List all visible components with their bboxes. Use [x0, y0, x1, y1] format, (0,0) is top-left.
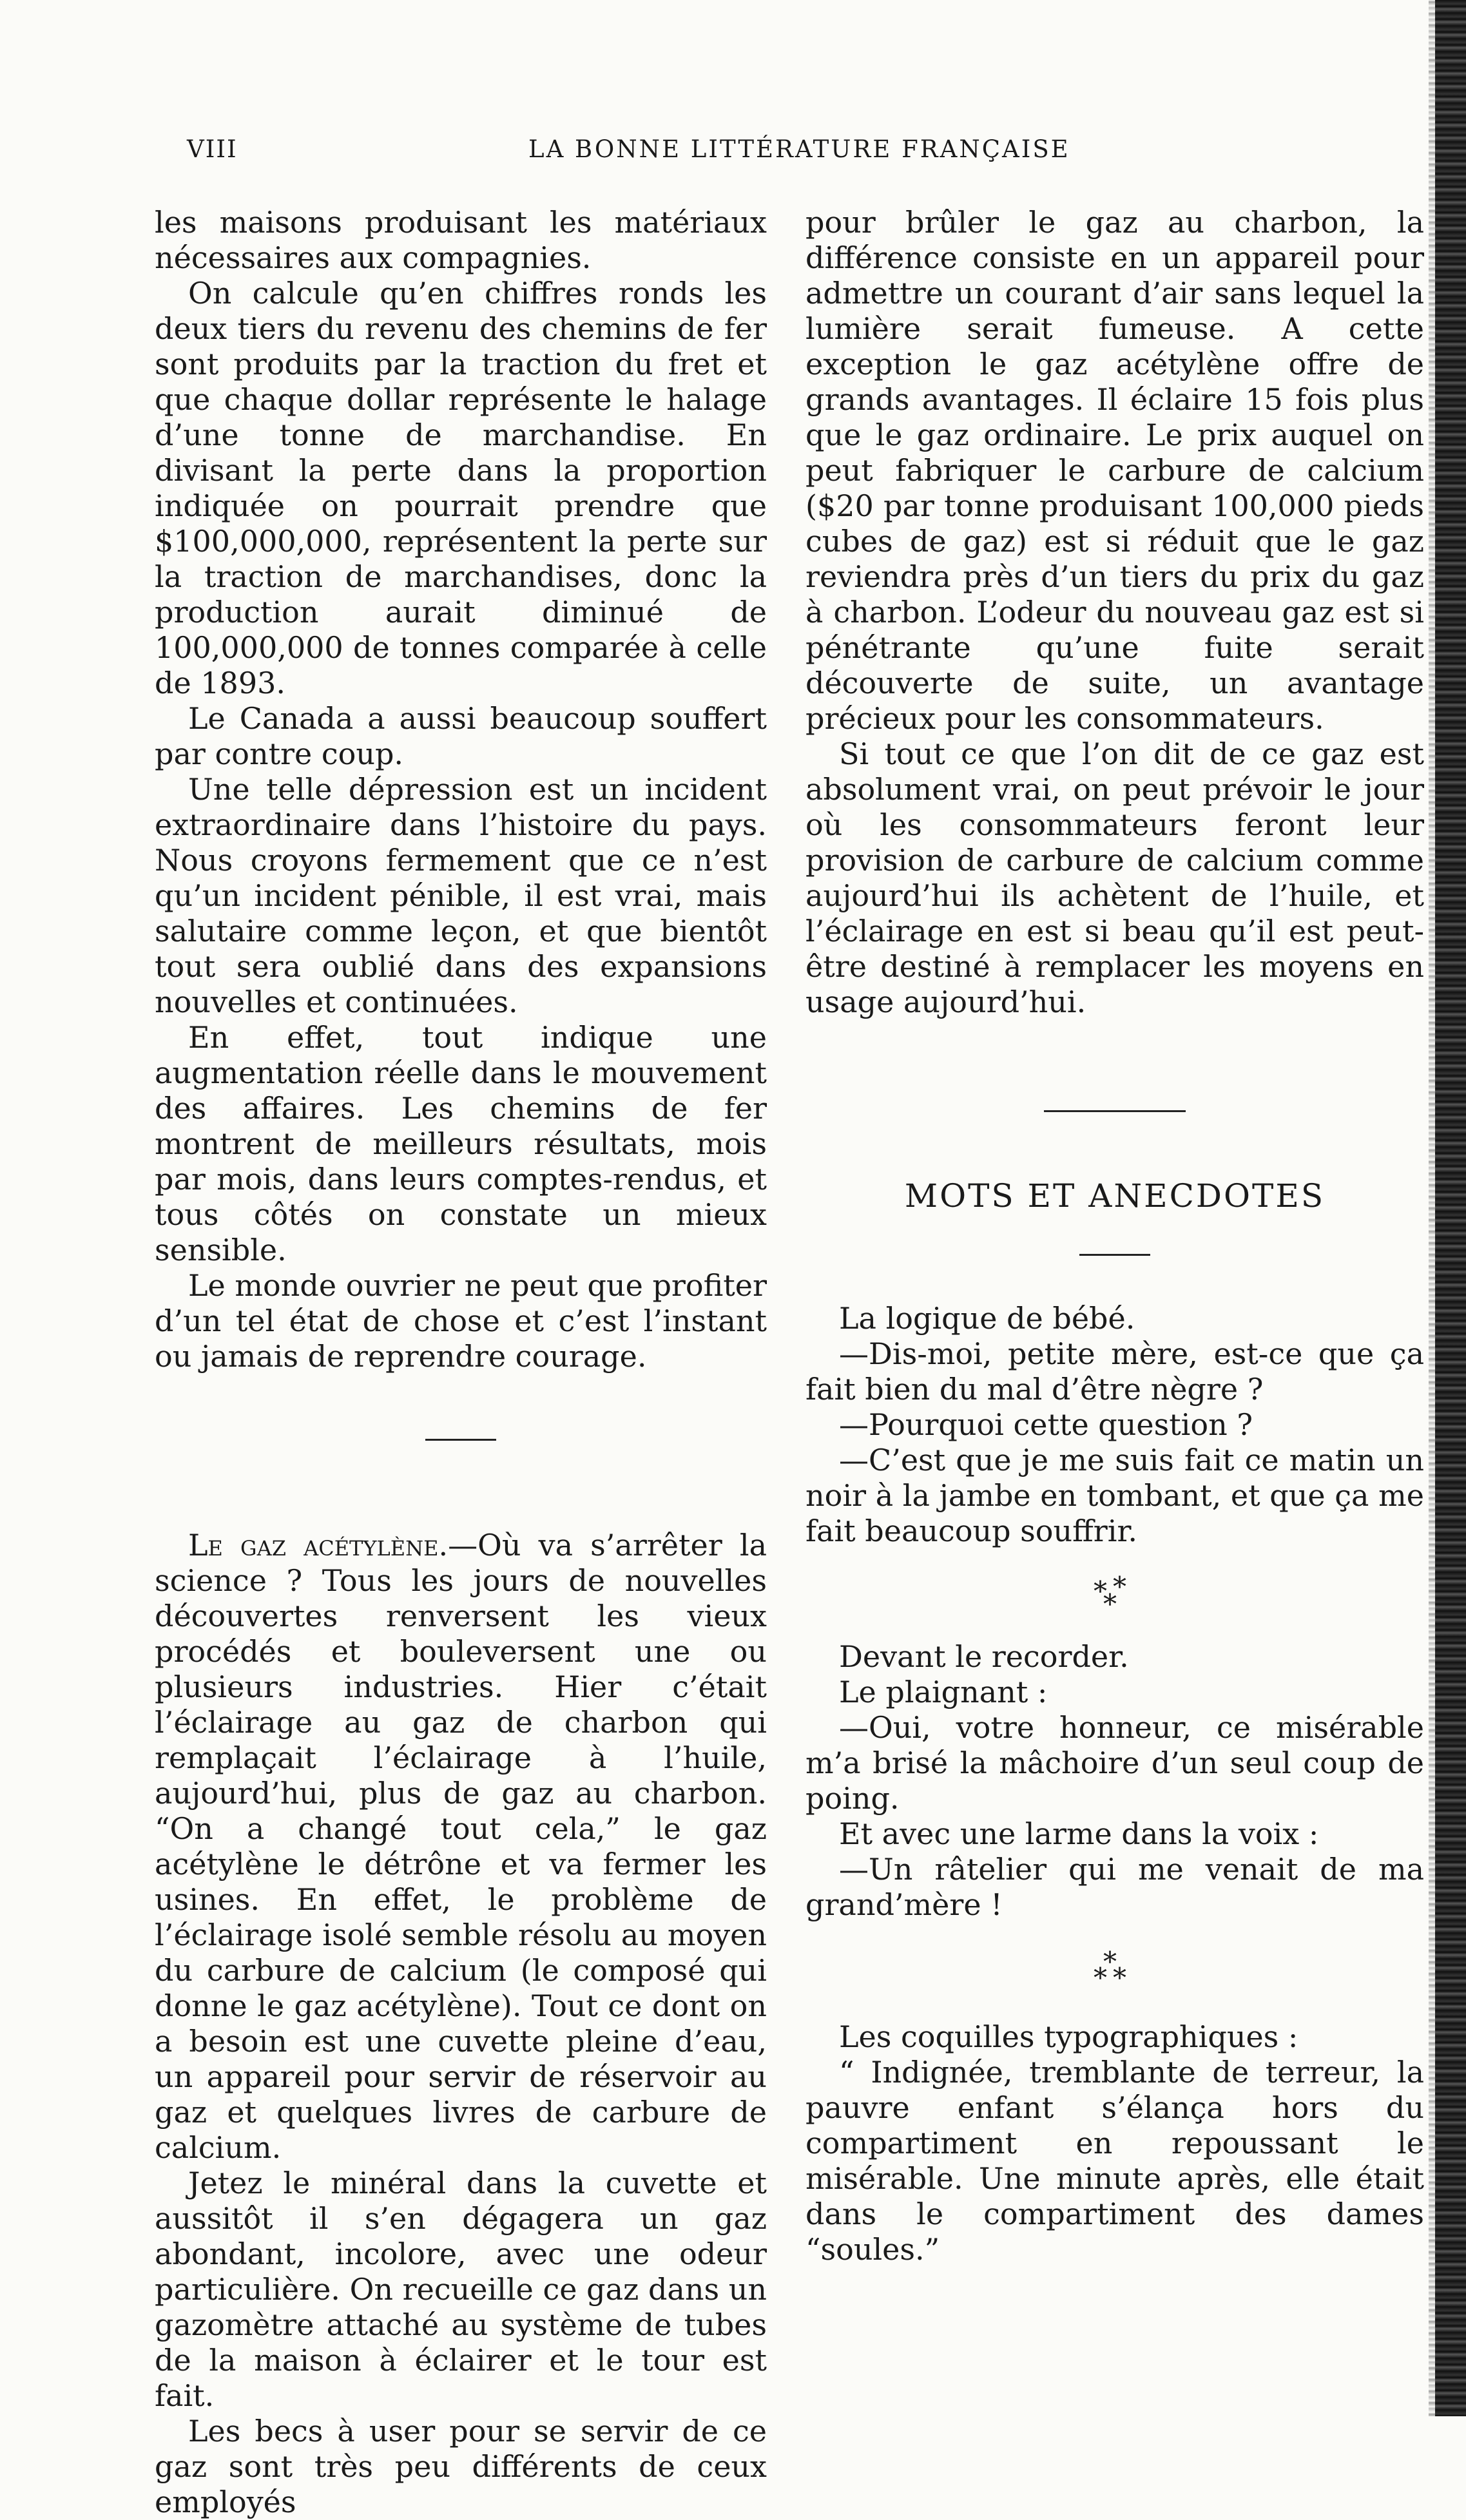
asterism	[805, 1562, 1424, 1639]
article-paragraph	[155, 1528, 767, 2166]
asterism-star: *	[1094, 1575, 1107, 1607]
asterism-star: *	[1113, 1571, 1126, 1602]
paragraph: pour brûler le gaz au charbon, la différence consiste en un appareil pour admettre un courant d’air sans lequel la lumière serait fumeuse. A cette exception le gaz acétylène offre de grands avantages. Il éclaire 15 fois plus que le gaz ordinaire. Le prix auquel on peut fabriquer le carbure de calcium ($20 par tonne produisant 100,000 pieds cubes de gaz) est si réduit que le gaz reviendra près d’un tiers du prix du gaz à charbon. L’odeur du nouveau gaz est si pénétrante qu’une fuite serait découverte de suite, un avantage précieux pour les consommateurs.	[805, 205, 1424, 736]
paragraph: Le monde ouvrier ne peut que profiter d’un tel état de chose et c’est l’instant ou jamais de reprendre courage.	[155, 1268, 767, 1374]
anecdote-line: La logique de bébé.	[839, 1301, 1135, 1336]
paragraph: Jetez le minéral dans la cuvette et aussitôt il s’en dégagera un gaz abondant, incolore, avec une odeur particulière. On recueille ce gaz dans un gazomètre attaché au système de tubes de la maison à éclairer et le tour est fait.	[155, 2166, 767, 2413]
anecdote-line: —C’est que je me suis fait ce matin un noir à la jambe en tombant, et que ça me fait beaucoup souffrir.	[805, 1443, 1424, 1548]
paragraph: Les becs à user pour se servir de ce gaz sont très peu différents de ceux employés	[155, 2414, 767, 2519]
section-divider	[425, 1439, 496, 1441]
left-column	[155, 205, 767, 2520]
asterism-star: *	[1113, 1962, 1126, 1994]
asterism-star: *	[1103, 1588, 1117, 1620]
article-heading: Le gaz acétylène.	[188, 1528, 448, 1563]
running-title: LA BONNE LITTÉRATURE FRANÇAISE	[528, 135, 1070, 163]
title-rule	[1079, 1254, 1150, 1256]
anecdote-line: Devant le recorder.	[839, 1639, 1129, 1674]
section-title: MOTS ET ANECDOTES	[904, 1177, 1326, 1215]
anecdote-line: —Oui, votre honneur, ce misérable m’a brisé la mâchoire d’un seul coup de poing.	[805, 1710, 1424, 1816]
asterism	[805, 1942, 1424, 2019]
paragraph: Si tout ce que l’on dit de ce gaz est absolument vrai, on peut prévoir le jour où les consommateurs feront leur provision de carbure de calcium comme aujourd’hui ils achètent de l’huile, et l’éclairage en est si beau qu’il est peut-être destiné à remplacer les moyens en usage aujourd’hui.	[805, 736, 1424, 1019]
paragraph: Le Canada a aussi beaucoup souffert par contre coup.	[155, 701, 767, 771]
anecdote-1	[805, 1301, 1424, 1549]
asterism-star: *	[1094, 1962, 1107, 1994]
anecdote-2	[805, 1639, 1424, 1923]
anecdote-line: Et avec une larme dans la voix :	[839, 1816, 1319, 1851]
scan-edge-shadow	[1429, 0, 1435, 2416]
asterism-star: *	[1103, 1946, 1117, 1977]
paragraph: les maisons produisant les matériaux nécessaires aux compagnies.	[155, 205, 767, 275]
anecdote-line: —Un râtelier qui me venait de ma grand’mère !	[805, 1852, 1424, 1922]
right-column	[805, 205, 1424, 2267]
anecdote-line: Le plaignant :	[839, 1675, 1048, 1709]
section-divider	[1044, 1110, 1186, 1112]
page-header	[187, 135, 1424, 174]
paragraph: On calcule qu’en chiffres ronds les deux tiers du revenu des chemins de fer sont produits par la traction du fret et que chaque dollar représente le halage d’une tonne de marchandise. En divisant la perte dans la proportion indiquée on pourrait prendre que $100,000,000, représentent la perte sur la traction de marchandises, donc la production aurait diminué de 100,000,000 de tonnes comparée à celle de 1893.	[155, 276, 767, 700]
paragraph: En effet, tout indique une augmentation réelle dans le mouvement des affaires. Les chemins de fer montrent de meilleurs résultats, mois par mois, dans leurs comptes-rendus, et tous côtés on constate un mieux sensible.	[155, 1020, 767, 1267]
anecdote-line: —Pourquoi cette question ?	[839, 1407, 1253, 1442]
anecdote-line: “ Indignée, tremblante de terreur, la pauvre enfant s’élança hors du compartiment en repoussant le misérable. Une minute après, elle était dans le compartiment des dames “soules.”	[805, 2055, 1424, 2267]
paragraph: Une telle dépression est un incident extraordinaire dans l’histoire du pays. Nous croyons fermement que ce n’est qu’un incident pénible, il est vrai, mais salutaire comme leçon, et que bientôt tout sera oublié dans des expansions nouvelles et continuées.	[155, 772, 767, 1019]
anecdote-3	[805, 2019, 1424, 2267]
page-number: VIII	[187, 135, 238, 163]
anecdote-line: Les coquilles typographiques :	[839, 2019, 1298, 2054]
article-text: —Où va s’arrêter la science ? Tous les jours de nouvelles découvertes renversent les vieux procédés et bouleversent une ou plusieurs industries. Hier c’était l’éclairage au gaz de charbon qui remplaçait l’éclairage à l’huile, aujourd’hui, plus de gaz au charbon. “On a changé tout cela,” le gaz acétylène le détrône et va fermer les usines. En effet, le problème de l’éclairage isolé semble résolu au moyen du carbure de calcium (le composé qui donne le gaz acétylène). Tout ce dont on a besoin est une cuvette pleine d’eau, un appareil pour servir de réservoir au gaz et quelques livres de carbure de calcium.	[155, 1528, 767, 2165]
scan-binding-edge	[1435, 0, 1466, 2416]
anecdote-line: —Dis-moi, petite mère, est-ce que ça fait bien du mal d’être nègre ?	[805, 1336, 1424, 1407]
